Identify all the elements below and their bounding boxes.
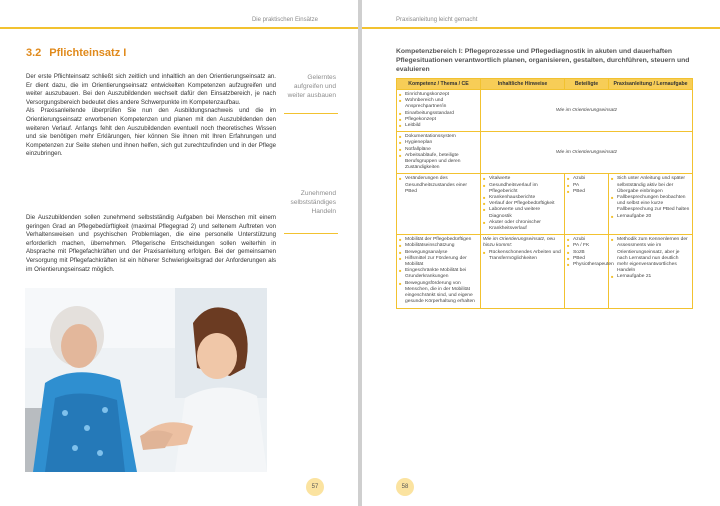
guidance-cell: [609, 174, 693, 235]
list-item: ■ Methodik zum Kennenlernen der Assessments wie im Orientierungseinsatz, aber je nach Lernstand nun deutlich mehr eigenverantwortliches Handeln: [611, 237, 690, 274]
column-header: Praxisanleitung / Lernaufgabe: [609, 79, 693, 90]
list-item: ■ Laborwerte und weitere Diagnostik: [483, 207, 562, 219]
section-number: 3.2: [26, 47, 42, 59]
section-title: [26, 47, 126, 59]
body-text-2: [26, 214, 276, 274]
list-item: ■ Hygieneplan: [399, 140, 478, 146]
hints-cell: [481, 235, 565, 308]
right-page: [362, 0, 720, 506]
table-header-row: [397, 79, 693, 90]
list-item: ■ SozB: [567, 250, 606, 256]
list-item: ■ Bewegungsförderung von Menschen, die in der Mobilität eingeschränkt sind, und eigene gesunde Körperhaltung erhalten: [399, 281, 478, 306]
list-item: ■ Mobilitätseinschätzung: [399, 243, 478, 249]
page-number: 57: [306, 478, 324, 496]
theme-cell: [397, 174, 481, 235]
body-text-1: [26, 73, 276, 159]
header-rule: [0, 27, 358, 29]
list-item: ■ Leitbild: [399, 123, 478, 129]
table-row: [397, 235, 693, 308]
list-item: ■ Notfallpläne: [399, 147, 478, 153]
list-item: ■ Physiotherapeuten: [567, 262, 606, 268]
section-heading: Pflichteinsatz I: [49, 47, 127, 59]
merged-note-cell: Wie im Orientierungseinsatz: [481, 90, 693, 132]
list-item: ■ PA: [567, 183, 606, 189]
participants-cell: [565, 174, 609, 235]
column-header: Kompetenz / Thema / CE: [397, 79, 481, 90]
running-head: Praxisanleitung leicht gemacht: [396, 17, 478, 23]
running-head: Die praktischen Einsätze: [251, 17, 318, 23]
table-row: [397, 174, 693, 235]
list-item: ■ Gesundheitsverlauf im Pflegebericht: [483, 183, 562, 195]
list-item: ■ Azubi: [567, 237, 606, 243]
list-item: ■ Arbeitsabläufe, beteiligte Berufsgruppen und deren Zuständigkeiten: [399, 153, 478, 172]
list-item: ■ Einarbeitungsstandard: [399, 111, 478, 117]
list-item: ■ Eingeschränkte Mobilität bei Grunderkrankungen: [399, 268, 478, 280]
hints-cell: [481, 174, 565, 235]
list-item: ■ Einrichtungskonzept: [399, 92, 478, 98]
list-item: ■ Pflegekonzept: [399, 117, 478, 123]
theme-cell: [397, 90, 481, 132]
list-item: ■ PA / FK: [567, 243, 606, 249]
header-rule: [362, 27, 720, 29]
list-item: ■ Hilfsmittel zur Förderung der Mobilität: [399, 256, 478, 268]
merged-note-cell: Wie im Orientierungseinsatz: [481, 132, 693, 174]
list-item: ■ Wohnbereich und Ansprechpartner/in: [399, 98, 478, 110]
photo-caregiver-with-elderly-woman: [25, 288, 267, 472]
competency-table: [396, 78, 693, 309]
list-item: ■ Azubi: [567, 176, 606, 182]
list-item: ■ Fallbesprechungen beobachten und selbst eine kurze Fallbesprechung zur PBed halten: [611, 195, 690, 214]
participants-cell: [565, 235, 614, 308]
list-item: ■ Mobilität der Pflegebedürftigen: [399, 237, 478, 243]
list-item: ■ PBed: [567, 256, 606, 262]
paragraph: Der erste Pflichteinsatz schließt sich zeitlich und inhaltlich an den Orientierungseinsatz an. Er dient dazu, die im Orientierungseinsatz entwickelten Kompetenzen aufzugreifen und weiter auszubauen. Bei den Auszubildenden wechselt dafür den Einsatzbereich, je nach Versorgungsbereich bedeutet dies andere Schwerpunkte im Kompetenzaufbau.: [26, 73, 276, 106]
guidance-cell: [609, 235, 693, 308]
theme-cell: [397, 132, 481, 174]
margin-note: Zunehmend selbstständiges Handeln: [290, 190, 336, 215]
paragraph: Als Praxisanleitende überprüfen Sie nun den Ausbildungsnachweis und die im Orientierungseinsatz erworbenen Kompetenzen und planen mit den Auszubildenden den weiteren Verlauf. Anfangs fehlt den Auszubildenden eventuell noch theoretisches Wissen und sie benötigen mehr Erklärungen, hier können Sie ihnen mit Ihren Erfahrungen und Kompetenzen zur Seite stehen und ihnen helfen, sich gut zurechtzufinden und in der Pflege einzubringen.: [26, 107, 276, 158]
list-item: ■ Bewegungsanalyse: [399, 250, 478, 256]
margin-note-rule: [284, 113, 338, 114]
list-item: ■ PBed: [567, 189, 606, 195]
list-item: ■ Rückenschonendes Arbeiten und Transfermöglichkeiten: [483, 250, 562, 262]
margin-note-rule: [284, 233, 338, 234]
left-page: [0, 0, 358, 506]
list-item: ■ Lernaufgabe 20: [611, 214, 690, 220]
list-item: ■ Lernaufgabe 21: [611, 274, 690, 280]
list-item: ■ Sich unter Anleitung und später selbstständig aktiv bei der Übergabe einbringen: [611, 176, 690, 195]
theme-cell: [397, 235, 481, 308]
table-title: Kompetenzbereich I: Pflegeprozesse und Pflegediagnostik in akuten und dauerhaften Pflegesituationen verantwortlich planen, organisieren, gestalten, durchführen, steuern und evaluieren: [396, 48, 690, 73]
column-header: Inhaltliche Hinweise: [481, 79, 565, 90]
column-header: Beteiligte: [565, 79, 609, 90]
list-item: ■ Krankenhausberichte: [483, 195, 562, 201]
table-row: [397, 132, 693, 174]
paragraph: Die Auszubildenden sollen zunehmend selbstständig Aufgaben bei Menschen mit einem geringen Grad an Pflegebedürftigkeit (maximal Pflegegrad 2) und seltenem Auftreten von Verhaltensweisen und psychischen Problemlagen, die eine personelle Unterstützung erforderlich machen, übernehmen. Pflegerische Entscheidungen sollen weiterhin in Absprache mit Pflegefachkräften und der Praxisanleitung erfolgen. Bei der gemeinsamen Versorgung mit Pflegefachkräften ist ein höherer Schwierigkeitsgrad der Anforderungen als im Orientierungseinsatz möglich.: [26, 214, 276, 273]
list-item: ■ Veränderungen des Gesundheitszustandes einer PBed: [399, 176, 478, 195]
page-number: 58: [396, 478, 414, 496]
list-item: ■ Dokumentationssystem: [399, 134, 478, 140]
list-item: ■ Akuter oder chronischer Krankheitsverlauf: [483, 220, 562, 232]
table-row: [397, 90, 693, 132]
hint-note: Wie im Orientierungseinsatz, neu hinzu kommt:: [483, 237, 555, 249]
list-item: ■ Verlauf der Pflegebedürftigkeit: [483, 201, 562, 207]
list-item: ■ Vitalwerte: [483, 176, 562, 182]
margin-note: Gelerntes aufgreifen und weiter ausbauen: [287, 74, 336, 99]
